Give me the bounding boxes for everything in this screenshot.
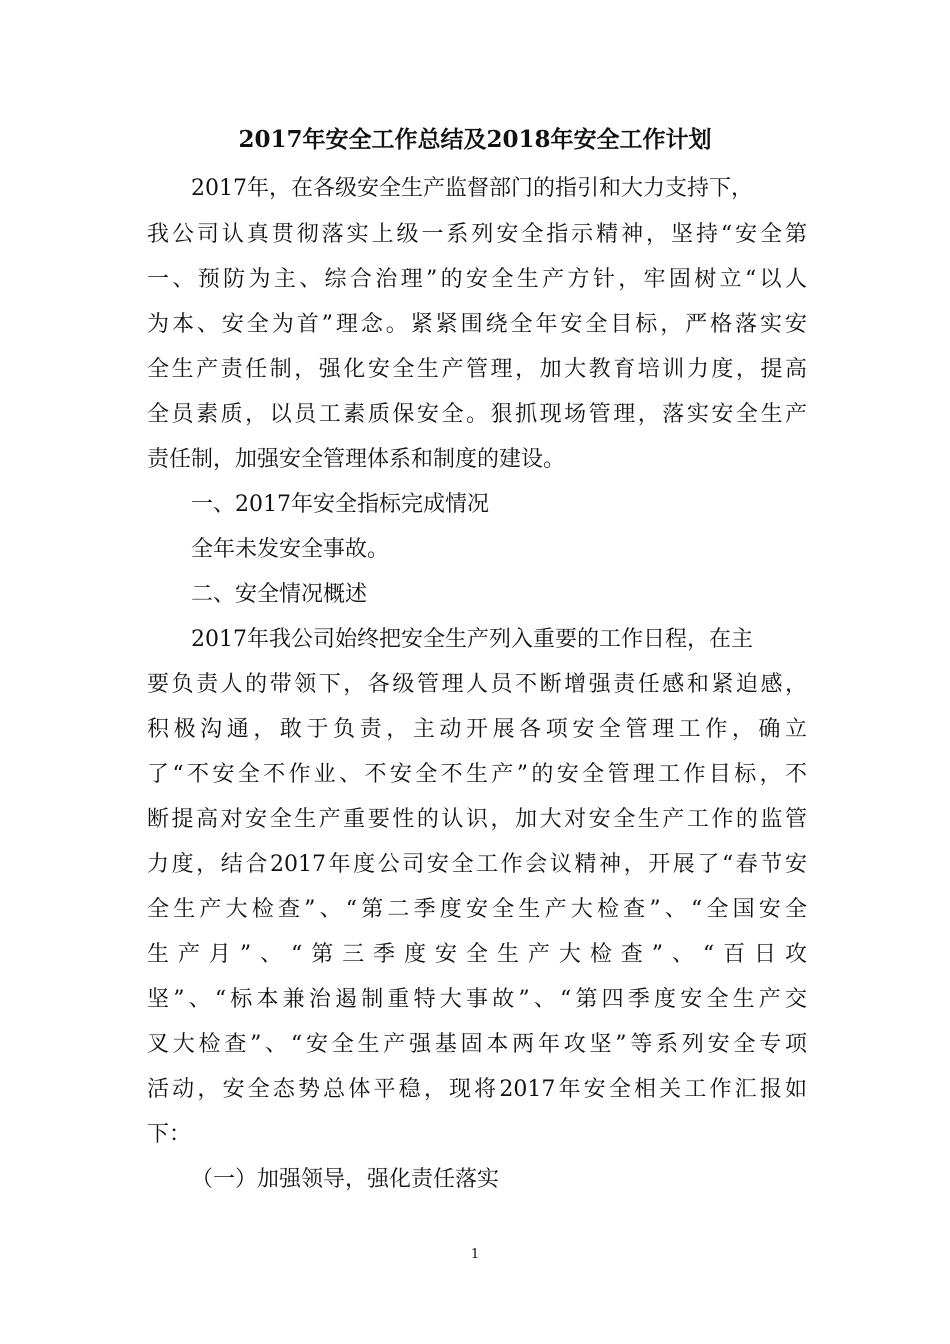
section-heading: 二、安全情况概述 (191, 582, 368, 607)
paragraph-line: 2017年我公司始终把安全生产列入重要的工作日程，在主 (191, 627, 753, 652)
paragraph-line: 活动，安全态势总体平稳，现将2017年安全相关工作汇报如 (147, 1077, 807, 1102)
page-number: 1 (470, 1247, 480, 1262)
section-heading: 一、2017年安全指标完成情况 (191, 492, 489, 517)
paragraph-line: 要负责人的带领下，各级管理人员不断增强责任感和紧迫感， (147, 672, 807, 697)
paragraph-line: 责任制，加强安全管理体系和制度的建设。 (147, 447, 566, 472)
document-title: 2017年安全工作总结及2018年安全工作计划 (238, 126, 712, 153)
paragraph-line: 了“不安全不作业、不安全不生产”的安全管理工作目标，不 (147, 762, 807, 787)
paragraph-line: 一、预防为主、综合治理”的安全生产方针，牢固树立“以人 (147, 267, 807, 292)
paragraph-line: 下： (147, 1122, 192, 1147)
paragraph-line: 力度，结合2017年度公司安全工作会议精神，开展了“春节安 (147, 852, 807, 877)
paragraph-line: 全年未发安全事故。 (191, 537, 390, 562)
paragraph-line: 为本、安全为首”理念。紧紧围绕全年安全目标，严格落实安 (147, 312, 807, 337)
paragraph-line: 我公司认真贯彻落实上级一系列安全指示精神，坚持“安全第 (147, 222, 807, 247)
paragraph-line: 2017年，在各级安全生产监督部门的指引和大力支持下， (191, 176, 753, 201)
paragraph-line: 叉大检查”、“安全生产强基固本两年攻坚”等系列安全专项 (147, 1032, 807, 1057)
paragraph-line: 生产月”、“第三季度安全生产大检查”、“百日攻 (147, 942, 807, 967)
paragraph-line: 全生产大检查”、“第二季度安全生产大检查”、“全国安全 (147, 897, 807, 922)
paragraph-line: 全员素质，以员工素质保安全。狠抓现场管理，落实安全生产 (147, 402, 807, 427)
paragraph-line: 坚”、“标本兼治遏制重特大事故”、“第四季度安全生产交 (147, 987, 807, 1012)
paragraph-line: 全生产责任制，强化安全生产管理，加大教育培训力度，提高 (147, 357, 807, 382)
paragraph-line: 积极沟通，敢于负责，主动开展各项安全管理工作，确立 (147, 717, 807, 742)
paragraph-line: 断提高对安全生产重要性的认识，加大对安全生产工作的监管 (147, 807, 807, 832)
subsection-heading: （一）加强领导，强化责任落实 (191, 1167, 500, 1192)
